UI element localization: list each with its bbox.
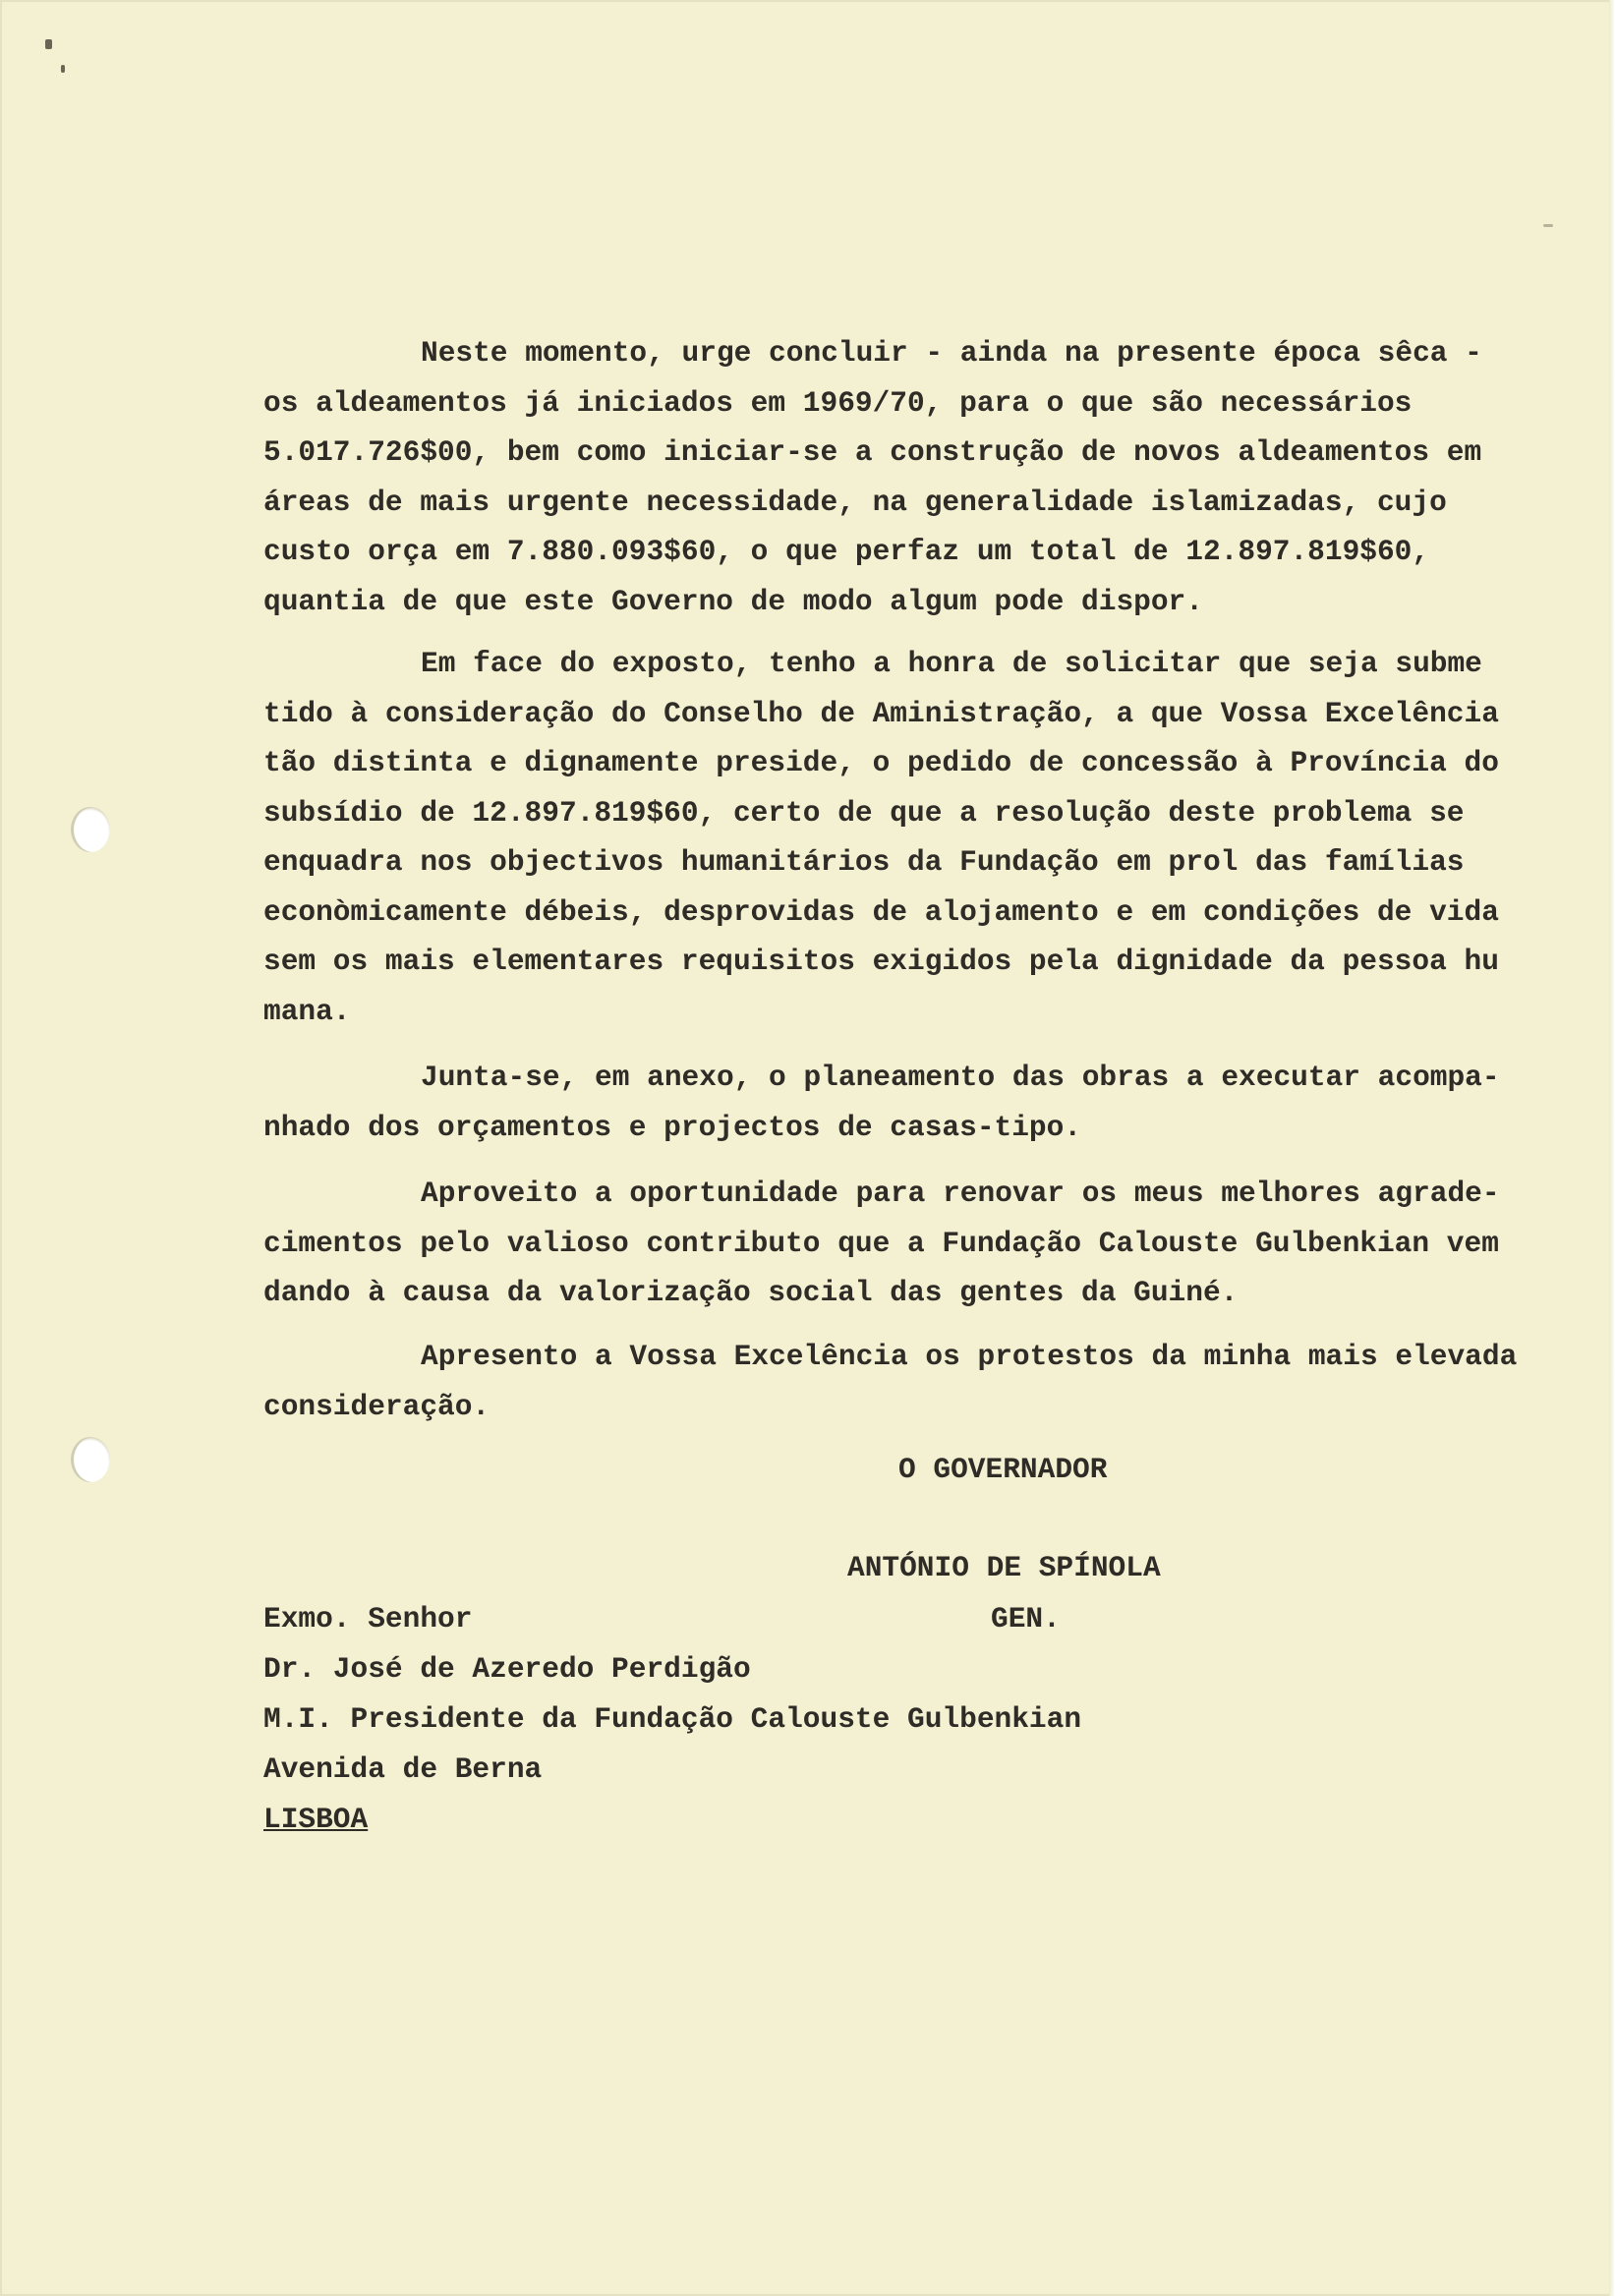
ink-speck [61,65,65,73]
paragraph-line: cimentos pelo valioso contributo que a Fundação Calouste Gulbenkian vem [263,1226,1499,1260]
paragraph-3 [263,1053,1541,1152]
signature-name: ANTÓNIO DE SPÍNOLA [847,1551,1161,1584]
addressee-city: LISBOA [263,1803,369,1836]
paragraph-5 [263,1332,1541,1431]
paragraph-line: Apresento a Vossa Excelência os protestos da minha mais elevada [421,1340,1518,1373]
paragraph-line: subsídio de 12.897.819$60, certo de que a resolução deste problema se [263,795,1465,830]
signature-title: O GOVERNADOR [898,1453,1108,1486]
punch-hole-upper [71,807,110,852]
paragraph-line: sem os mais elementares requisitos exigidos pela dignidade da pessoa hu [263,945,1499,978]
addressee-street: Avenida de Berna [263,1752,543,1786]
ink-speck [1543,224,1553,227]
punch-hole-lower [71,1437,110,1482]
paragraph-line: enquadra nos objectivos humanitários da Fundação em prol das famílias [263,845,1465,879]
paragraph-line: mana. [263,994,351,1028]
paragraph-4 [263,1169,1541,1318]
paragraph-line: 5.017.726$00, bem como iniciar-se a construção de novos aldeamentos em [263,435,1482,469]
addressee-salutation: Exmo. Senhor [263,1602,473,1636]
addressee-position: M.I. Presidente da Fundação Calouste Gulbenkian [263,1702,1082,1736]
paragraph-line: econòmicamente débeis, desprovidas de alojamento e em condições de vida [263,894,1499,929]
paragraph-1 [263,328,1541,626]
ink-speck [45,39,52,49]
paragraph-line: Neste momento, urge concluir - ainda na presente época sêca - [421,336,1482,370]
paragraph-line: nhado dos orçamentos e projectos de casas-tipo. [263,1110,1082,1144]
paragraph-line: quantia de que este Governo de modo algum pode dispor. [263,584,1203,618]
signature-rank: GEN. [991,1602,1061,1636]
paragraph-line: tido à consideração do Conselho de Aministração, a que Vossa Excelência [263,696,1499,730]
paragraph-line: dando à causa da valorização social das gentes da Guiné. [263,1276,1239,1309]
paragraph-line: Em face do exposto, tenho a honra de solicitar que seja subme [421,647,1482,680]
addressee-name: Dr. José de Azeredo Perdigão [263,1652,751,1686]
page-edge [1609,0,1615,2296]
paragraph-line: os aldeamentos já iniciados em 1969/70, para o que são necessários [263,385,1413,420]
paragraph-2 [263,639,1541,1036]
paragraph-line: consideração. [263,1389,490,1423]
paragraph-line: tão distinta e dignamente preside, o pedido de concessão à Província do [263,746,1499,779]
paragraph-line: Junta-se, em anexo, o planeamento das obras a executar acompa- [421,1061,1500,1094]
paragraph-line: custo orça em 7.880.093$60, o que perfaz um total de 12.897.819$60, [263,535,1430,568]
paragraph-line: Aproveito a oportunidade para renovar os meus melhores agrade- [421,1177,1500,1210]
paragraph-line: áreas de mais urgente necessidade, na generalidade islamizadas, cujo [263,485,1447,519]
